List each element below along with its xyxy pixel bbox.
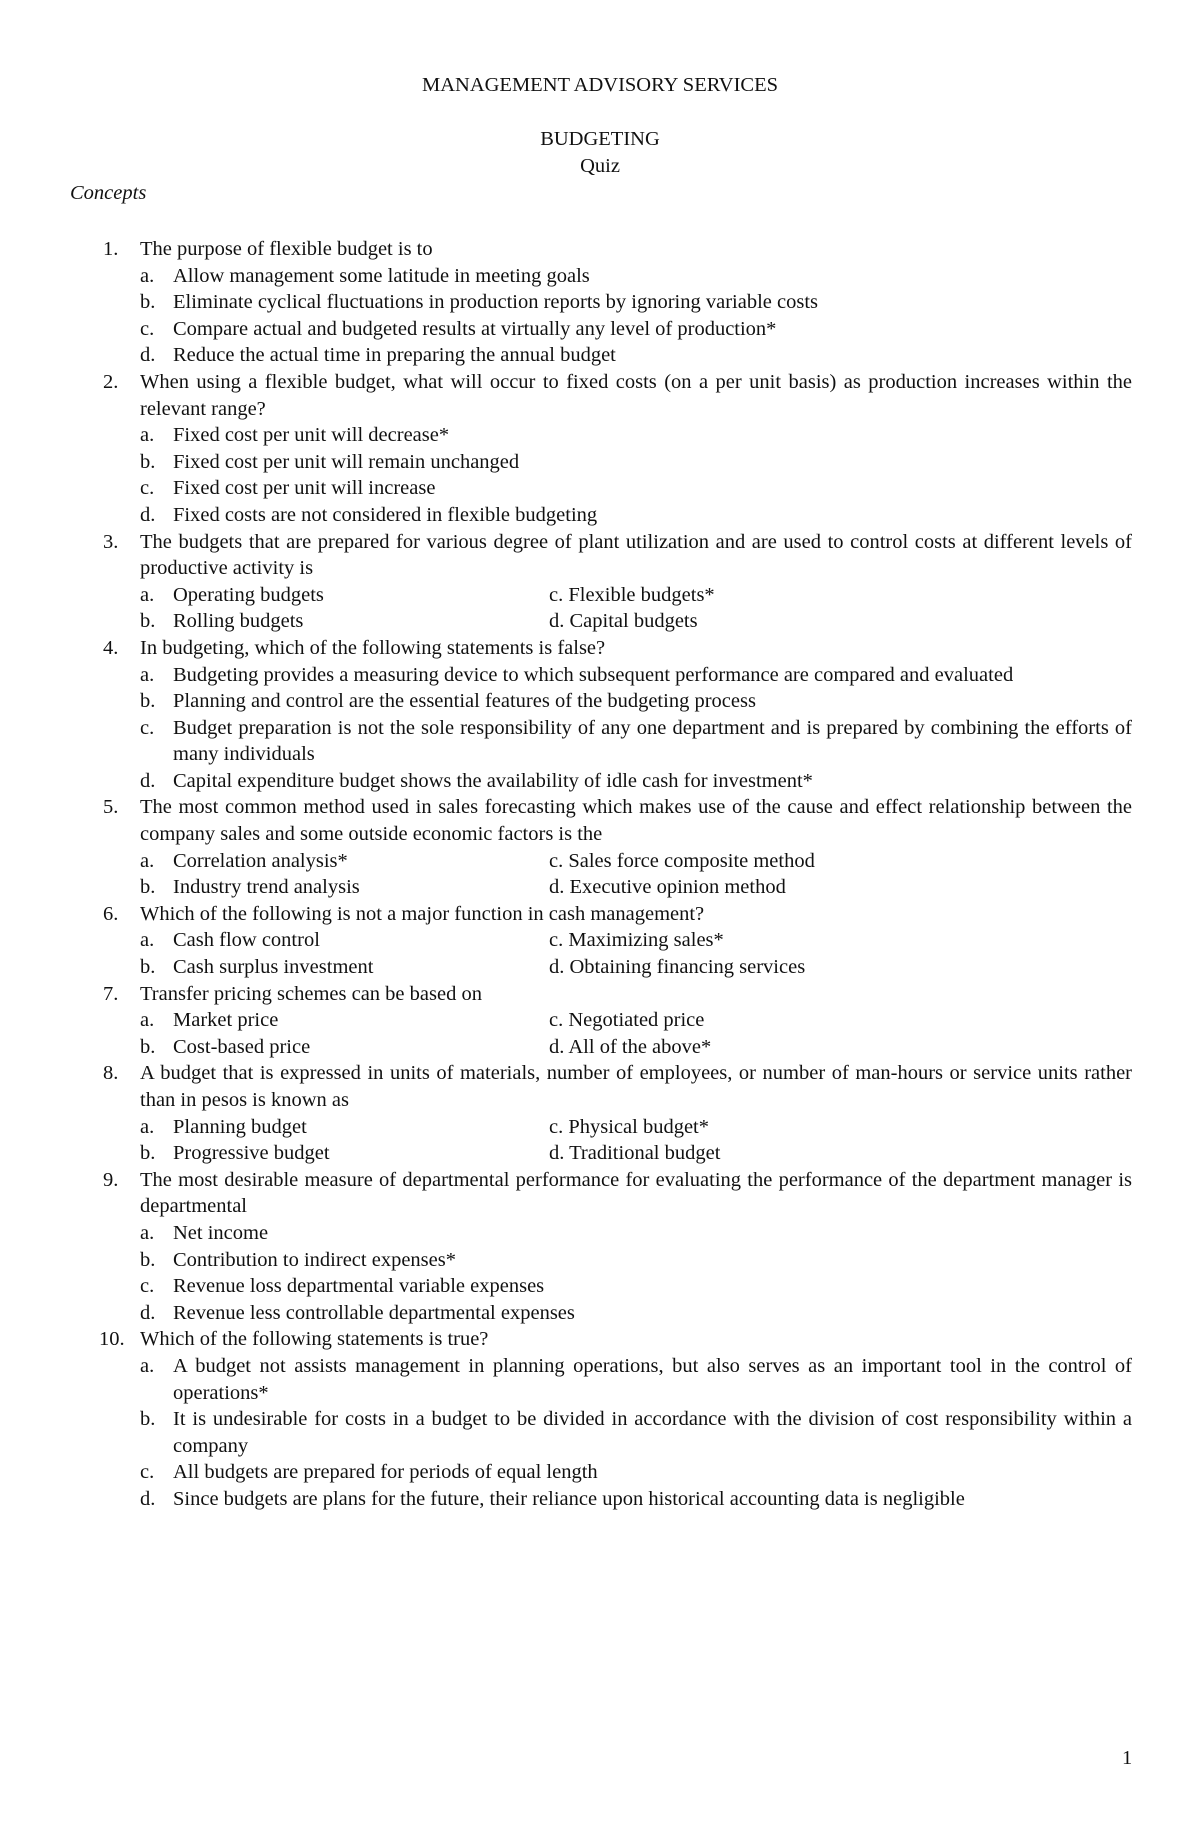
answer-option: c. Flexible budgets* [549,583,715,606]
question-item [103,901,1132,928]
option-grid [103,582,1132,635]
option-text: Industry trend analysis [173,876,360,899]
answer-option [103,608,549,635]
answer-option [103,289,1132,316]
option-letter: a. [140,1009,155,1032]
option-letter: a. [140,849,155,872]
answer-option: c. Physical budget* [549,1115,709,1138]
option-letter: a. [140,1354,155,1377]
option-letter: b. [140,876,156,899]
option-text: Since budgets are plans for the future, their reliance upon historical accounting data is negligible [173,1487,965,1510]
option-text: Budgeting provides a measuring device to which subsequent performance are compared and evaluated [173,663,1014,686]
option-text: Net income [173,1221,269,1244]
option-text: Market price [173,1009,279,1032]
question-item [103,1167,1132,1220]
answer-option [103,954,549,981]
answer-option [103,449,1132,476]
document-subject: BUDGETING [540,128,660,150]
question-number: 5. [103,796,119,819]
option-text: Capital expenditure budget shows the availability of idle cash for investment* [173,769,813,792]
question-number: 7. [103,982,119,1005]
option-grid [103,1007,1132,1060]
answer-option: c. Maximizing sales* [549,929,724,952]
question-item [103,529,1132,582]
question-text: In budgeting, which of the following statements is false? [140,636,606,659]
answer-option [103,582,549,609]
answer-option: c. Sales force composite method [549,849,815,872]
option-text: All budgets are prepared for periods of equal length [173,1461,598,1484]
option-text: Fixed cost per unit will remain unchanged [173,450,520,473]
option-letter: d. [140,769,156,792]
answer-option [103,1353,1132,1406]
answer-option [103,1486,1132,1513]
option-list [103,1353,1132,1513]
answer-option: c. Negotiated price [549,1009,705,1032]
option-text: It is undesirable for costs in a budget to be divided in accordance with the division of cost responsibility within a company [173,1408,1132,1457]
option-letter: d. [140,344,156,367]
option-text: Cash surplus investment [173,956,374,979]
option-text: Contribution to indirect expenses* [173,1248,456,1271]
option-text: Revenue less controllable departmental expenses [173,1301,575,1324]
answer-option [103,475,1132,502]
question-item [99,1326,1132,1353]
option-text: A budget not assists management in planning operations, but also serves as an important tool in the control of operations* [173,1354,1132,1404]
option-letter: b. [140,1408,156,1431]
question-item [103,635,1132,662]
option-text: Compare actual and budgeted results at virtually any level of production* [173,317,777,340]
option-letter: b. [140,450,156,473]
answer-option [103,874,549,901]
option-letter: b. [140,690,156,713]
question-text: Which of the following statements is true? [140,1328,489,1351]
option-text: Planning and control are the essential features of the budgeting process [173,690,756,713]
answer-option [103,1220,1132,1247]
answer-option [103,1273,1132,1300]
question-number: 3. [103,530,119,553]
option-text: Budget preparation is not the sole responsibility of any one department and is prepared by combining the efforts of many individuals [173,716,1132,766]
answer-option [103,316,1132,343]
option-letter: d. [140,503,156,526]
option-text: Reduce the actual time in preparing the annual budget [173,344,616,367]
question-item [103,981,1132,1008]
option-letter: c. [140,477,155,500]
answer-option: d. Capital budgets [549,610,698,633]
option-text: Planning budget [173,1115,307,1138]
answer-option: d. Executive opinion method [549,876,786,899]
question-number: 6. [103,902,119,925]
option-text: Revenue loss departmental variable expenses [173,1275,545,1298]
option-text: Fixed cost per unit will decrease* [173,424,450,447]
option-list [103,422,1132,528]
answer-option [103,1247,1132,1274]
answer-option [103,1406,1132,1459]
option-letter: b. [140,1142,156,1165]
option-letter: d. [140,1301,156,1324]
option-letter: a. [140,1221,155,1244]
option-letter: b. [140,1248,156,1271]
question-number: 10. [99,1328,125,1351]
option-text: Eliminate cyclical fluctuations in production reports by ignoring variable costs [173,291,819,314]
option-text: Correlation analysis* [173,849,348,872]
option-text: Progressive budget [173,1142,330,1165]
option-text: Operating budgets [173,583,324,606]
question-text: Transfer pricing schemes can be based on [140,982,482,1005]
option-letter: b. [140,610,156,633]
option-grid [103,927,1132,980]
answer-option [103,1114,549,1141]
answer-option [103,927,549,954]
question-item [103,236,1132,263]
answer-option [103,1034,549,1061]
option-text: Fixed cost per unit will increase [173,477,436,500]
option-letter: c. [140,1275,155,1298]
answer-option [103,848,549,875]
answer-option [103,1007,549,1034]
option-letter: a. [140,424,155,447]
option-list [103,263,1132,369]
option-grid [103,848,1132,901]
document-title: MANAGEMENT ADVISORY SERVICES [421,74,778,96]
answer-option: d. All of the above* [549,1035,712,1058]
section-title: Concepts [70,182,147,204]
answer-option [103,263,1132,290]
question-number: 8. [103,1062,119,1085]
question-item [103,794,1132,847]
question-item [103,1060,1132,1113]
option-letter: b. [140,291,156,314]
option-letter: a. [140,1115,155,1138]
option-letter: a. [140,663,155,686]
answer-option [103,502,1132,529]
option-list [103,662,1132,795]
question-item [103,369,1132,422]
question-text: The most common method used in sales forecasting which makes use of the cause and effect relationship between the company sales and some outside economic factors is the [140,796,1132,846]
question-text: Which of the following is not a major function in cash management? [140,902,705,925]
option-text: Allow management some latitude in meeting goals [173,264,590,287]
question-text: The budgets that are prepared for various degree of plant utilization and are used to control costs at different levels of productive activity is [140,530,1132,580]
option-letter: d. [140,1487,156,1510]
option-text: Cost-based price [173,1035,311,1058]
answer-option: d. Traditional budget [549,1142,721,1165]
question-text: The most desirable measure of departmental performance for evaluating the performance of the department manager is departmental [140,1168,1132,1218]
answer-option [103,1459,1132,1486]
document-kind: Quiz [580,155,620,177]
answer-option [103,768,1132,795]
answer-option [103,422,1132,449]
answer-option [103,688,1132,715]
option-text: Fixed costs are not considered in flexible budgeting [173,503,598,526]
option-grid [103,1114,1132,1167]
answer-option [103,1300,1132,1327]
question-text: The purpose of flexible budget is to [140,238,433,260]
option-letter: c. [140,317,155,340]
answer-option [103,342,1132,369]
option-letter: c. [140,1461,155,1484]
option-text: Rolling budgets [173,610,304,633]
option-letter: b. [140,956,156,979]
answer-option [103,662,1132,689]
option-list [103,1220,1132,1326]
option-letter: c. [140,716,155,739]
question-text: A budget that is expressed in units of materials, number of employees, or number of man-hours or service units rather than in pesos is known as [140,1062,1132,1111]
option-letter: a. [140,929,155,952]
question-number: 9. [103,1168,119,1191]
question-number: 2. [103,370,119,393]
answer-option [103,1140,549,1167]
question-number: 4. [103,636,119,659]
question-text: When using a flexible budget, what will occur to fixed costs (on a per unit basis) as production increases within the relevant range? [140,370,1132,420]
question-list [99,236,1132,1513]
option-text: Cash flow control [173,929,320,952]
option-letter: a. [140,583,155,606]
answer-option [103,715,1132,768]
option-letter: b. [140,1035,156,1058]
page-number: 1 [1122,1747,1133,1769]
option-letter: a. [140,264,155,287]
question-number: 1. [103,238,119,260]
answer-option: d. Obtaining financing services [549,956,806,979]
